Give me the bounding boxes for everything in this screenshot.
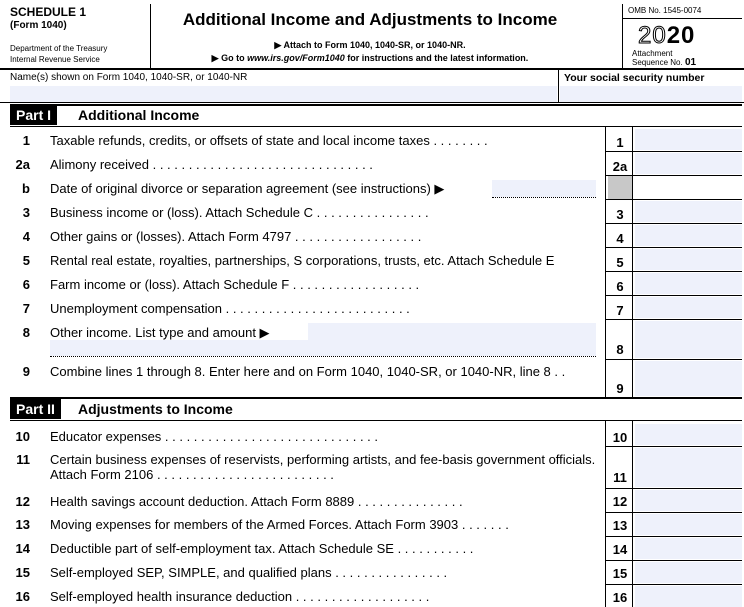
line-12-amount-field[interactable] xyxy=(635,490,742,511)
line-4-number: 4 xyxy=(22,229,30,244)
schedule-label: SCHEDULE 1 xyxy=(10,5,87,19)
line-2a-description: Alimony received . . . . . . . . . . . . . . . . . . . . . . . . . . . . . . . xyxy=(50,157,373,172)
part1-label: Part I xyxy=(10,105,57,125)
names-input[interactable] xyxy=(10,86,557,102)
line-6-number: 6 xyxy=(22,277,30,292)
identity-bottom-rule xyxy=(0,102,744,103)
line-8-number: 8 xyxy=(22,325,30,340)
schedule-heading xyxy=(10,5,86,33)
part2-label: Part II xyxy=(10,399,61,419)
line-11-amount-field[interactable] xyxy=(635,448,742,487)
line-7-number: 7 xyxy=(22,301,30,316)
amount-column-divider xyxy=(632,127,633,397)
line-12-description: Health savings account deduction. Attach Form 8889 . . . . . . . . . . . . . . . xyxy=(50,494,463,509)
line-15-rule xyxy=(605,584,742,585)
omb-number: OMB No. 1545-0074 xyxy=(628,6,702,15)
header-bottom-rule xyxy=(0,68,744,70)
attach-instruction: ▶ Attach to Form 1040, 1040-SR, or 1040-NR. xyxy=(274,40,466,50)
line-7-amount-field[interactable] xyxy=(635,297,742,318)
line-3-description: Business income or (loss). Attach Schedule C . . . . . . . . . . . . . . . . xyxy=(50,205,429,220)
omb-rule xyxy=(622,18,742,19)
line-12-box: 12 xyxy=(612,494,628,509)
goto-url-link[interactable]: www.irs.gov/Form1040 xyxy=(247,53,345,63)
line-9-amount-field[interactable] xyxy=(635,361,742,396)
line-6-box: 6 xyxy=(616,279,624,294)
line-16-number: 16 xyxy=(15,589,30,604)
form-title: Additional Income and Adjustments to Income xyxy=(182,10,558,29)
line-1-rule xyxy=(605,151,742,152)
line-2b-shaded-box xyxy=(608,176,632,199)
ssn-input[interactable] xyxy=(560,86,742,102)
line-1-description: Taxable refunds, credits, or offsets of state and local income taxes . . . . . . . . xyxy=(50,133,488,148)
line-16-box: 16 xyxy=(612,590,628,605)
department-line-1: Department of the Treasury xyxy=(10,44,108,53)
line-8-box: 8 xyxy=(616,342,624,357)
header-divider-left xyxy=(150,4,151,68)
line-11-description: Certain business expenses of reservists, performing artists, and fee-basis government officials. Attach Form 2106 . . . . . . . . . . . . . . . . . . . . . . . . . xyxy=(50,452,596,482)
line-12-number: 12 xyxy=(15,494,30,509)
part2-lines-column-divider xyxy=(605,421,606,607)
line-9-description: Combine lines 1 through 8. Enter here and on Form 1040, 1040-SR, or 1040-NR, line 8 . . xyxy=(50,364,566,379)
ssn-divider xyxy=(558,70,559,102)
goto-instruction xyxy=(160,53,580,64)
line-7-box: 7 xyxy=(616,303,624,318)
line-6-rule xyxy=(605,295,742,296)
attachment-sequence xyxy=(632,49,696,67)
line-13-number: 13 xyxy=(15,517,30,532)
tax-year-bold: 20 xyxy=(666,22,696,49)
line-3-rule xyxy=(605,223,742,224)
line-4-description: Other gains or (losses). Attach Form 4797 . . . . . . . . . . . . . . . . . . xyxy=(50,229,422,244)
line-13-box: 13 xyxy=(612,518,628,533)
tax-year-outline: 20 xyxy=(638,22,667,49)
goto-prefix: ▶ Go to xyxy=(211,53,248,63)
names-label: Name(s) shown on Form 1040, 1040-SR, or 1040-NR xyxy=(10,72,248,83)
line-11-rule xyxy=(605,488,742,489)
line-13-amount-field[interactable] xyxy=(635,514,742,535)
goto-suffix: for instructions and the latest information. xyxy=(344,53,529,63)
line-16-amount-field[interactable] xyxy=(635,586,742,607)
line-14-amount-field[interactable] xyxy=(635,538,742,559)
line-14-rule xyxy=(605,560,742,561)
line-16-description: Self-employed health insurance deduction . . . . . . . . . . . . . . . . . . . xyxy=(50,589,430,604)
line-2a-amount-field[interactable] xyxy=(635,153,742,174)
line-5-description: Rental real estate, royalties, partnerships, S corporations, trusts, etc. Attach Schedule E xyxy=(50,253,555,268)
divorce-date-underline xyxy=(492,197,596,198)
line-2b-number: b xyxy=(22,181,30,196)
line-4-rule xyxy=(605,247,742,248)
line-10-description: Educator expenses . . . . . . . . . . . . . . . . . . . . . . . . . . . . . . xyxy=(50,429,379,444)
line-10-rule xyxy=(605,446,742,447)
tax-year xyxy=(638,22,695,50)
line-3-amount-field[interactable] xyxy=(635,201,742,222)
line-2a-number: 2a xyxy=(15,157,30,172)
line-7-rule xyxy=(605,319,742,320)
line-5-box: 5 xyxy=(616,255,624,270)
line-6-description: Farm income or (loss). Attach Schedule F . . . . . . . . . . . . . . . . . . xyxy=(50,277,420,292)
sequence-number: 01 xyxy=(684,57,697,68)
part1-title: Additional Income xyxy=(78,107,200,123)
department-block xyxy=(10,43,107,65)
attachment-label: Attachment xyxy=(632,49,673,58)
line-5-rule xyxy=(605,271,742,272)
line-10-box: 10 xyxy=(612,430,628,445)
line-4-box: 4 xyxy=(616,231,624,246)
line-14-box: 14 xyxy=(612,542,628,557)
line-1-box: 1 xyxy=(616,135,624,150)
line-13-description: Moving expenses for members of the Armed Forces. Attach Form 3903 . . . . . . . xyxy=(50,517,509,532)
line-8-type-input-2[interactable] xyxy=(50,340,596,356)
line-14-description: Deductible part of self-employment tax. Attach Schedule SE . . . . . . . . . . . xyxy=(50,541,474,556)
lines-column-divider xyxy=(605,127,606,397)
line-2a-box: 2a xyxy=(612,159,628,174)
line-11-box: 11 xyxy=(613,470,627,485)
line-14-number: 14 xyxy=(15,541,30,556)
line-15-number: 15 xyxy=(15,565,30,580)
line-3-number: 3 xyxy=(22,205,30,220)
line-2b-description: Date of original divorce or separation agreement (see instructions) ▶ xyxy=(50,181,445,196)
line-8-amount-field[interactable] xyxy=(635,321,742,358)
line-10-amount-field[interactable] xyxy=(635,424,742,445)
line-8-type-input[interactable] xyxy=(308,323,596,340)
line-5-amount-field[interactable] xyxy=(635,249,742,270)
line-5-number: 5 xyxy=(22,253,30,268)
line-10-number: 10 xyxy=(15,429,30,444)
line-11-number: 11 xyxy=(16,452,30,467)
line-8-description: Other income. List type and amount ▶ xyxy=(50,325,270,340)
line-1-number: 1 xyxy=(22,133,30,148)
line-4-amount-field[interactable] xyxy=(635,225,742,246)
ssn-label: Your social security number xyxy=(564,72,705,84)
line-6-amount-field[interactable] xyxy=(635,273,742,294)
line-15-description: Self-employed SEP, SIMPLE, and qualified plans . . . . . . . . . . . . . . . . xyxy=(50,565,448,580)
line-9-number: 9 xyxy=(22,364,30,379)
department-line-2: Internal Revenue Service xyxy=(10,55,100,64)
line-8-type-underline-2 xyxy=(50,356,596,357)
line-13-rule xyxy=(605,536,742,537)
line-15-box: 15 xyxy=(612,566,628,581)
divorce-date-input[interactable] xyxy=(492,180,596,197)
line-2b-rule xyxy=(605,199,742,200)
part2-title: Adjustments to Income xyxy=(78,401,233,417)
line-8-rule xyxy=(605,359,742,360)
line-12-rule xyxy=(605,512,742,513)
sequence-label: Sequence No. xyxy=(632,58,683,67)
line-1-amount-field[interactable] xyxy=(635,129,742,150)
line-7-description: Unemployment compensation . . . . . . . . . . . . . . . . . . . . . . . . . . xyxy=(50,301,410,316)
line-9-box: 9 xyxy=(616,381,624,396)
line-15-amount-field[interactable] xyxy=(635,562,742,583)
header-divider-right xyxy=(622,4,623,68)
line-3-box: 3 xyxy=(616,207,624,222)
sequence-line xyxy=(632,58,696,67)
part2-amount-column-divider xyxy=(632,421,633,607)
form-reference: (Form 1040) xyxy=(10,20,67,31)
